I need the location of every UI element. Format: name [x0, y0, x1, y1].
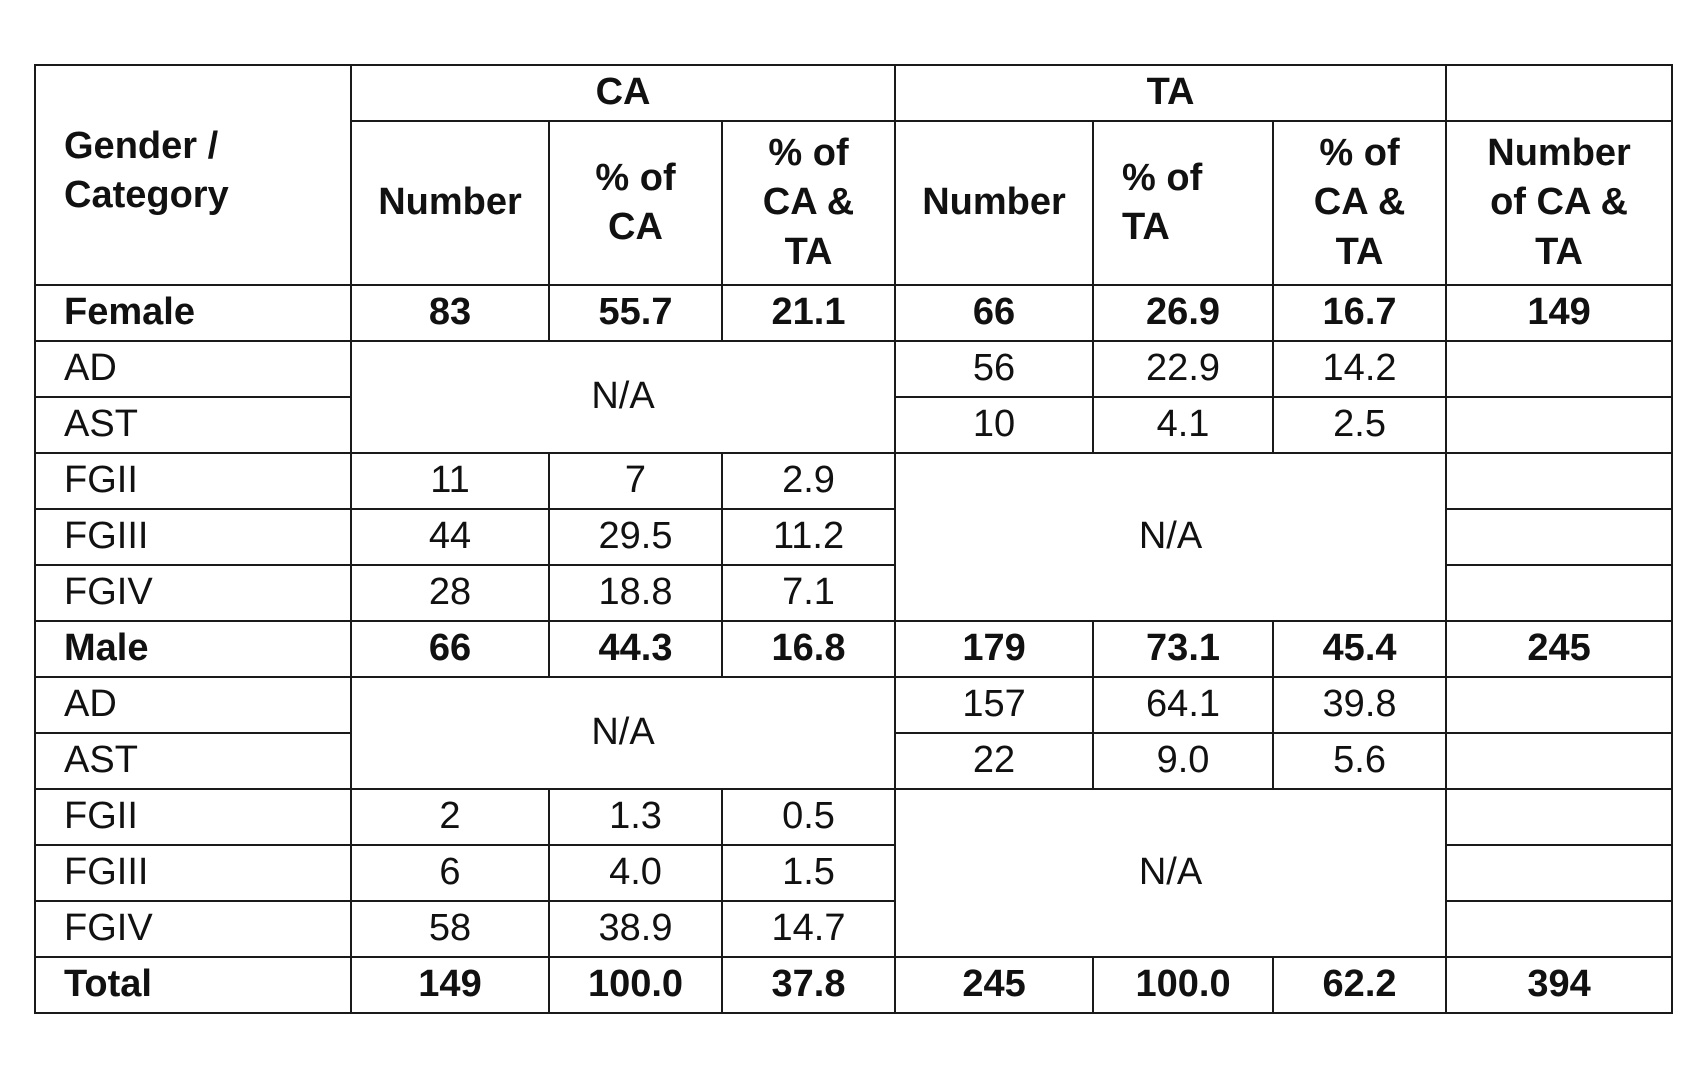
table-row-female-ad: [35, 341, 1672, 397]
table-cell: 100.0: [1093, 957, 1273, 1013]
table-cell: 9.0: [1093, 733, 1273, 789]
table-cell: 66: [351, 621, 549, 677]
table-cell: 2: [351, 789, 549, 845]
row-label: FGIV: [35, 901, 351, 957]
table-cell: 157: [895, 677, 1093, 733]
table-cell: 28: [351, 565, 549, 621]
table-cell: 14.2: [1273, 341, 1446, 397]
table-cell: 100.0: [549, 957, 722, 1013]
table-cell: 39.8: [1273, 677, 1446, 733]
row-label: AD: [35, 677, 351, 733]
row-label: AD: [35, 341, 351, 397]
table-cell: 394: [1446, 957, 1672, 1013]
table-cell: 11: [351, 453, 549, 509]
row-label: FGII: [35, 453, 351, 509]
table-cell: 7.1: [722, 565, 895, 621]
empty-cell: [1446, 509, 1672, 565]
corner-header: Gender / Category: [35, 65, 351, 285]
sub-header-ca-pct-total: % of CA & TA: [722, 121, 895, 285]
sub-header-ta-number: Number: [895, 121, 1093, 285]
table-cell: 16.7: [1273, 285, 1446, 341]
group-header-ta: TA: [895, 65, 1446, 121]
group-header-ca: CA: [351, 65, 895, 121]
gender-category-table: [34, 64, 1673, 1014]
row-label: AST: [35, 733, 351, 789]
group-header-row: [35, 65, 1672, 121]
table-cell: 22.9: [1093, 341, 1273, 397]
na-cell: N/A: [351, 341, 895, 453]
table-cell: 4.0: [549, 845, 722, 901]
row-label: FGIII: [35, 509, 351, 565]
table-cell: 11.2: [722, 509, 895, 565]
sub-header-ta-pct-total: % of CA & TA: [1273, 121, 1446, 285]
group-header-empty: [1446, 65, 1672, 121]
table-cell: 18.8: [549, 565, 722, 621]
table-cell: 7: [549, 453, 722, 509]
table-cell: 44: [351, 509, 549, 565]
table-cell: 0.5: [722, 789, 895, 845]
sub-header-ta-pct: % of TA: [1093, 121, 1273, 285]
na-cell: N/A: [351, 677, 895, 789]
table-cell: 179: [895, 621, 1093, 677]
row-label: FGII: [35, 789, 351, 845]
table-cell: 2.9: [722, 453, 895, 509]
table-cell: 64.1: [1093, 677, 1273, 733]
empty-cell: [1446, 733, 1672, 789]
table-cell: 66: [895, 285, 1093, 341]
row-label: Female: [35, 285, 351, 341]
row-label: Male: [35, 621, 351, 677]
table-cell: 62.2: [1273, 957, 1446, 1013]
table-cell: 14.7: [722, 901, 895, 957]
table-cell: 22: [895, 733, 1093, 789]
table-cell: 10: [895, 397, 1093, 453]
table-cell: 149: [1446, 285, 1672, 341]
table-cell: 83: [351, 285, 549, 341]
table-cell: 4.1: [1093, 397, 1273, 453]
table-cell: 6: [351, 845, 549, 901]
table-cell: 38.9: [549, 901, 722, 957]
table-cell: 1.3: [549, 789, 722, 845]
na-cell: N/A: [895, 789, 1446, 957]
table-row-male-ad: [35, 677, 1672, 733]
empty-cell: [1446, 565, 1672, 621]
table-row-total: [35, 957, 1672, 1013]
table-row-female: [35, 285, 1672, 341]
empty-cell: [1446, 789, 1672, 845]
table-cell: 45.4: [1273, 621, 1446, 677]
table-cell: 55.7: [549, 285, 722, 341]
table-cell: 58: [351, 901, 549, 957]
empty-cell: [1446, 845, 1672, 901]
table-cell: 5.6: [1273, 733, 1446, 789]
table-cell: 149: [351, 957, 549, 1013]
empty-cell: [1446, 901, 1672, 957]
table-row-male: [35, 621, 1672, 677]
table-cell: 37.8: [722, 957, 895, 1013]
table-cell: 245: [1446, 621, 1672, 677]
empty-cell: [1446, 341, 1672, 397]
sub-header-total-number: Number of CA & TA: [1446, 121, 1672, 285]
table-row-female-fgii: [35, 453, 1672, 509]
empty-cell: [1446, 677, 1672, 733]
table-cell: 16.8: [722, 621, 895, 677]
table-cell: 2.5: [1273, 397, 1446, 453]
table-cell: 1.5: [722, 845, 895, 901]
table-cell: 73.1: [1093, 621, 1273, 677]
row-label: FGIV: [35, 565, 351, 621]
table-cell: 245: [895, 957, 1093, 1013]
sub-header-ca-number: Number: [351, 121, 549, 285]
empty-cell: [1446, 397, 1672, 453]
table-cell: 26.9: [1093, 285, 1273, 341]
empty-cell: [1446, 453, 1672, 509]
sub-header-ca-pct: % of CA: [549, 121, 722, 285]
table-cell: 44.3: [549, 621, 722, 677]
na-cell: N/A: [895, 453, 1446, 621]
table-row-male-fgii: [35, 789, 1672, 845]
table-cell: 21.1: [722, 285, 895, 341]
table-cell: 56: [895, 341, 1093, 397]
row-label: AST: [35, 397, 351, 453]
table-cell: 29.5: [549, 509, 722, 565]
row-label: Total: [35, 957, 351, 1013]
row-label: FGIII: [35, 845, 351, 901]
